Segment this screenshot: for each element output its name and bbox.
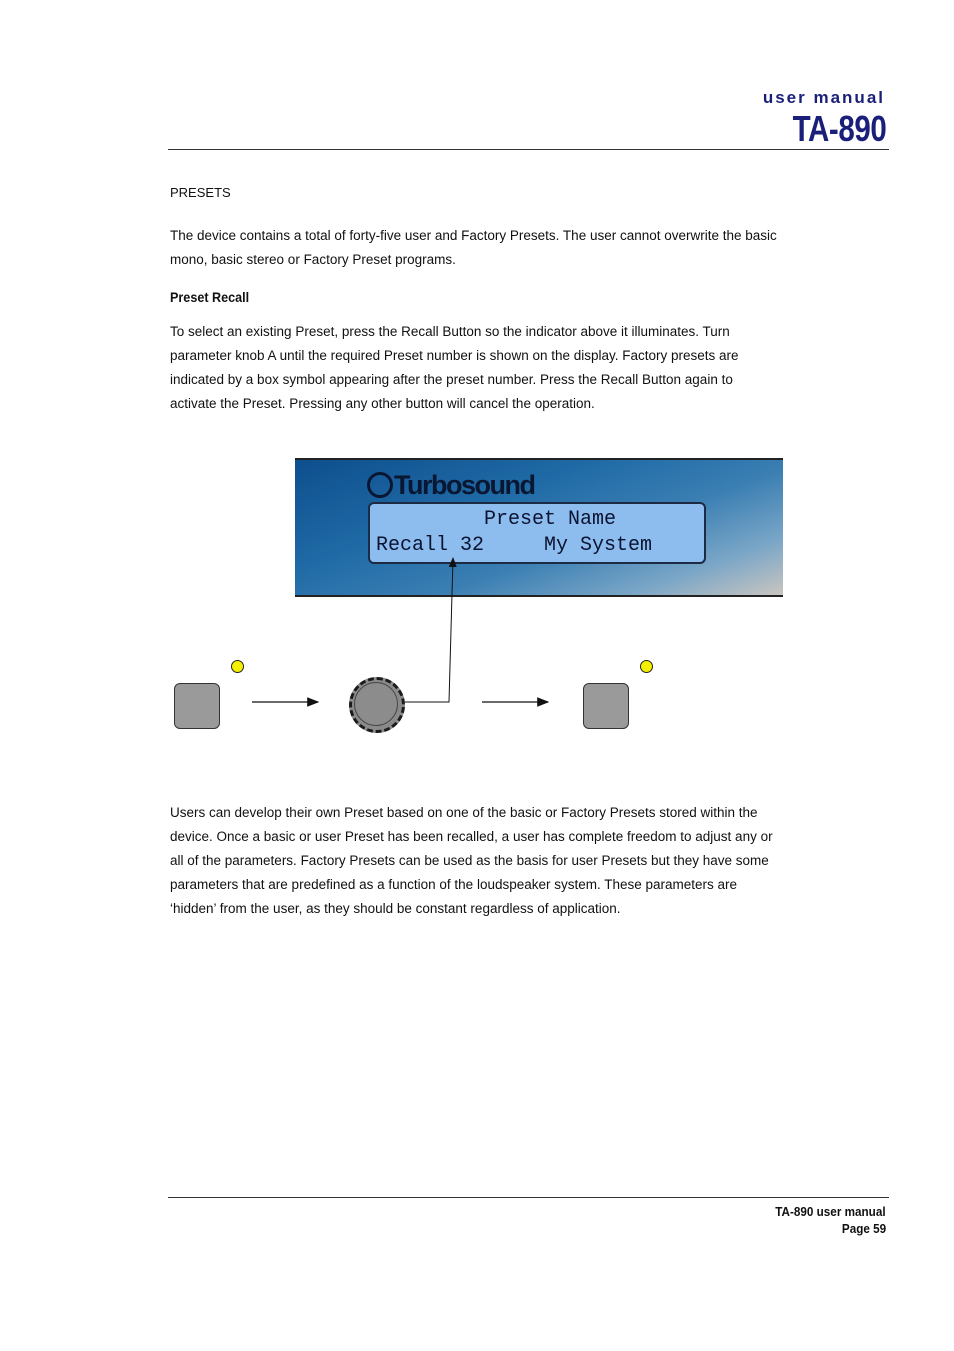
lcd-line-1: Preset Name <box>376 508 617 531</box>
diagram-arrows <box>160 455 800 755</box>
recall-paragraph: To select an existing Preset, press the Recall Button so the indicator above it illuminates. Turn parameter knob A until the required Preset number is shown on the display. Factory presets are indicated by a box symbol appearing after the preset number. Press the Recall Button again to activate the Preset. Pressing any other button will cancel the operation. <box>170 324 739 411</box>
arrow-to-display <box>405 558 453 702</box>
closing-paragraph: Users can develop their own Preset based on one of the basic or Factory Presets stored within the device. Once a basic or user Preset has been recalled, a user has complete freedom to adjust any or all of the parameters. Factory Presets can be used as the basis for user Presets but they have some parameters that are predefined as a function of the loudspeaker system. These parameters are ‘hidden’ from the user, as they should be constant regardless of application. <box>170 805 773 916</box>
preset-recall-diagram <box>160 455 800 755</box>
intro-paragraph: The device contains a total of forty-five user and Factory Presets. The user cannot overwrite the basic mono, basic stereo or Factory Preset programs. <box>170 228 777 267</box>
section-label: PRESETS <box>170 185 231 200</box>
header-rule <box>168 149 889 150</box>
footer-doc-title: TA-890 user manual <box>775 1204 886 1219</box>
footer-page-number: Page 59 <box>841 1221 886 1236</box>
brand-text: Turbosound <box>394 469 535 500</box>
header-title: TA-890 <box>792 108 886 149</box>
header-subtitle: user manual <box>762 88 885 107</box>
footer-rule <box>168 1197 889 1198</box>
subheading: Preset Recall <box>170 289 250 305</box>
lcd-line-2: Recall 32 My System <box>376 534 653 557</box>
